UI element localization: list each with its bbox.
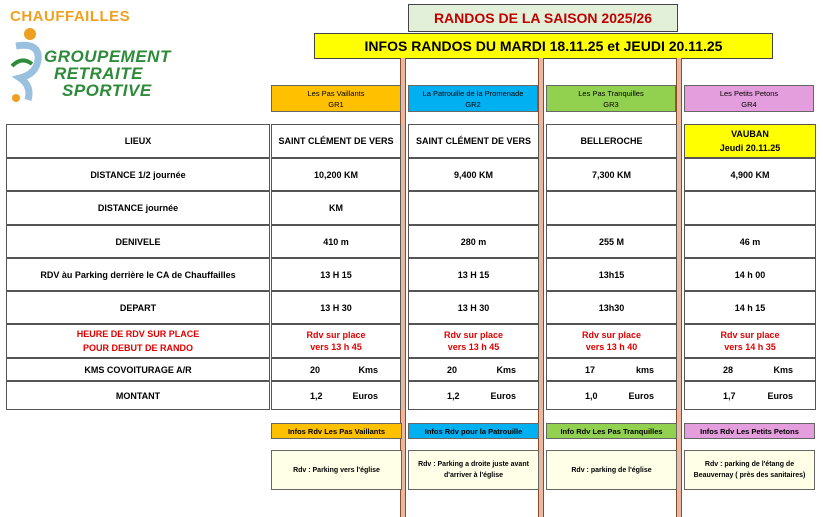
rdv-box-gr2 bbox=[408, 450, 539, 490]
cell-value: 1,2 bbox=[447, 390, 460, 401]
cell-unit: Kms bbox=[773, 364, 793, 375]
distance-full-gr1: KM bbox=[271, 191, 401, 225]
cell-value: 17 bbox=[585, 364, 596, 375]
cell-text: Rdv sur place bbox=[720, 330, 780, 340]
cell-unit: kms bbox=[635, 364, 654, 375]
info-header-gr2: Infos Rdv pour la Patrouille bbox=[408, 423, 539, 439]
rdv-line: Beauvernay ( près des sanitaires) bbox=[693, 472, 806, 479]
rdv-parking-gr1: 13 H 15 bbox=[271, 258, 401, 291]
rdv-parking-gr4: 14 h 00 bbox=[684, 258, 816, 291]
cell-unit: Euros bbox=[490, 390, 516, 401]
row-label-denivele: DENIVELE bbox=[6, 225, 270, 258]
group-name: Les Pas Tranquilles bbox=[578, 88, 644, 98]
rdv-place-gr4 bbox=[684, 324, 816, 358]
rdv-box-gr1 bbox=[271, 450, 402, 490]
rdv-box-gr3 bbox=[546, 450, 677, 490]
cell-value: 28 bbox=[723, 364, 734, 375]
rdv-line: d'arriver à l'église bbox=[444, 472, 503, 479]
cell-text: Rdv sur place bbox=[443, 330, 504, 340]
group-name: Les Pas Vaillants bbox=[307, 88, 365, 98]
cell-unit: Kms bbox=[358, 364, 378, 375]
denivele-gr3: 255 M bbox=[546, 225, 677, 258]
info-title: INFOS RANDOS DU MARDI 18.11.25 et JEUDI 20.11.25 bbox=[314, 33, 773, 59]
rdv-place-gr2 bbox=[408, 324, 539, 358]
cell-date: Jeudi 20.11.25 bbox=[719, 143, 781, 153]
season-title: RANDOS DE LA SAISON 2025/26 bbox=[408, 4, 678, 32]
group-code: GR2 bbox=[465, 99, 481, 109]
kms-gr2 bbox=[408, 358, 539, 381]
club-name: CHAUFFAILLES bbox=[10, 8, 131, 25]
label-line-2: POUR DEBUT DE RANDO bbox=[82, 343, 193, 353]
group-code: GR1 bbox=[328, 99, 344, 109]
montant-gr2 bbox=[408, 381, 539, 410]
cell-time: vers 14 h 35 bbox=[724, 342, 776, 352]
logo-line-2: RETRAITE bbox=[54, 64, 143, 83]
group-header-gr3 bbox=[546, 85, 676, 112]
rdv-line: Rdv : parking de l'église bbox=[571, 466, 652, 474]
group-name: Les Petits Petons bbox=[719, 88, 779, 98]
kms-gr4 bbox=[684, 358, 816, 381]
kms-gr1 bbox=[271, 358, 401, 381]
row-label-depart: DEPART bbox=[6, 291, 270, 324]
cell-value: 1,7 bbox=[723, 390, 736, 401]
cell-value: 1,2 bbox=[310, 390, 323, 401]
group-code: GR3 bbox=[603, 99, 619, 109]
lieu-gr4 bbox=[684, 124, 816, 158]
cell-time: vers 13 h 45 bbox=[447, 342, 500, 352]
logo-line-1: GROUPEMENT bbox=[44, 47, 171, 66]
cell-time: vers 13 h 45 bbox=[310, 342, 362, 352]
row-label-montant: MONTANT bbox=[6, 381, 270, 410]
cell-unit: Euros bbox=[628, 390, 654, 401]
cell-value: 1,0 bbox=[585, 390, 598, 401]
cell-time: vers 13 h 40 bbox=[585, 342, 638, 352]
cell-text: Rdv sur place bbox=[581, 330, 642, 340]
cell-unit: Kms bbox=[496, 364, 516, 375]
denivele-gr2: 280 m bbox=[408, 225, 539, 258]
lieu-gr1 bbox=[271, 124, 401, 158]
cell-text: Rdv sur place bbox=[306, 330, 366, 340]
group-name: La Patrouille de la Promenade bbox=[422, 88, 524, 98]
info-header-gr3: Info Rdv Les Pas Tranquilles bbox=[546, 423, 677, 439]
logo-line-3: SPORTIVE bbox=[62, 81, 152, 100]
rdv-place-gr3 bbox=[546, 324, 677, 358]
label-line-1: HEURE DE RDV SUR PLACE bbox=[76, 329, 200, 339]
cell-value: 20 bbox=[310, 364, 321, 375]
distance-half-gr3: 7,300 KM bbox=[546, 158, 677, 191]
row-label-distance-full: DISTANCE journée bbox=[6, 191, 270, 225]
row-label-rdv-parking: RDV àu Parking derrière le CA de Chauffailles bbox=[6, 258, 270, 291]
row-label-distance-half: DISTANCE 1/2 journée bbox=[6, 158, 270, 191]
row-label-rdv-place bbox=[6, 324, 270, 358]
rdv-parking-gr2: 13 H 15 bbox=[408, 258, 539, 291]
distance-half-gr1: 10,200 KM bbox=[271, 158, 401, 191]
denivele-gr1: 410 m bbox=[271, 225, 401, 258]
lieu-gr3 bbox=[546, 124, 677, 158]
montant-gr4 bbox=[684, 381, 816, 410]
group-code: GR4 bbox=[741, 99, 757, 109]
kms-gr3 bbox=[546, 358, 677, 381]
depart-gr2: 13 H 30 bbox=[408, 291, 539, 324]
rdv-box-gr4 bbox=[684, 450, 815, 490]
cell-text: SAINT CLÉMENT DE VERS bbox=[278, 136, 394, 146]
row-label-kms: KMS COVOITURAGE A/R bbox=[6, 358, 270, 381]
distance-full-gr3 bbox=[546, 191, 677, 225]
group-header-gr1 bbox=[271, 85, 401, 112]
group-header-gr4 bbox=[684, 85, 814, 112]
denivele-gr4: 46 m bbox=[684, 225, 816, 258]
rdv-line: Rdv : Parking vers l'église bbox=[293, 466, 380, 474]
rdv-line: Rdv : Parking a droite juste avant bbox=[418, 461, 529, 468]
distance-half-gr4: 4,900 KM bbox=[684, 158, 816, 191]
distance-full-gr4 bbox=[684, 191, 816, 225]
depart-gr3: 13h30 bbox=[546, 291, 677, 324]
cell-unit: Euros bbox=[352, 390, 378, 401]
logo-text bbox=[44, 48, 171, 99]
cell-value: 20 bbox=[447, 364, 458, 375]
info-header-gr1: Infos Rdv Les Pas Vaillants bbox=[271, 423, 402, 439]
lieu-gr2 bbox=[408, 124, 539, 158]
depart-gr4: 14 h 15 bbox=[684, 291, 816, 324]
distance-half-gr2: 9,400 KM bbox=[408, 158, 539, 191]
rdv-line: Rdv : parking de l'étang de bbox=[704, 461, 795, 468]
runner-logo-icon bbox=[10, 26, 44, 106]
group-header-gr2 bbox=[408, 85, 538, 112]
montant-gr3 bbox=[546, 381, 677, 410]
rdv-place-gr1 bbox=[271, 324, 401, 358]
rdv-parking-gr3: 13h15 bbox=[546, 258, 677, 291]
cell-text: SAINT CLÉMENT DE VERS bbox=[415, 136, 531, 146]
cell-text: VAUBAN bbox=[731, 129, 769, 139]
row-label-lieux: LIEUX bbox=[6, 124, 270, 158]
depart-gr1: 13 H 30 bbox=[271, 291, 401, 324]
info-header-gr4: Infos Rdv Les Petits Petons bbox=[684, 423, 815, 439]
montant-gr1 bbox=[271, 381, 401, 410]
cell-text: BELLEROCHE bbox=[580, 136, 643, 146]
distance-full-gr2 bbox=[408, 191, 539, 225]
cell-unit: Euros bbox=[767, 390, 793, 401]
